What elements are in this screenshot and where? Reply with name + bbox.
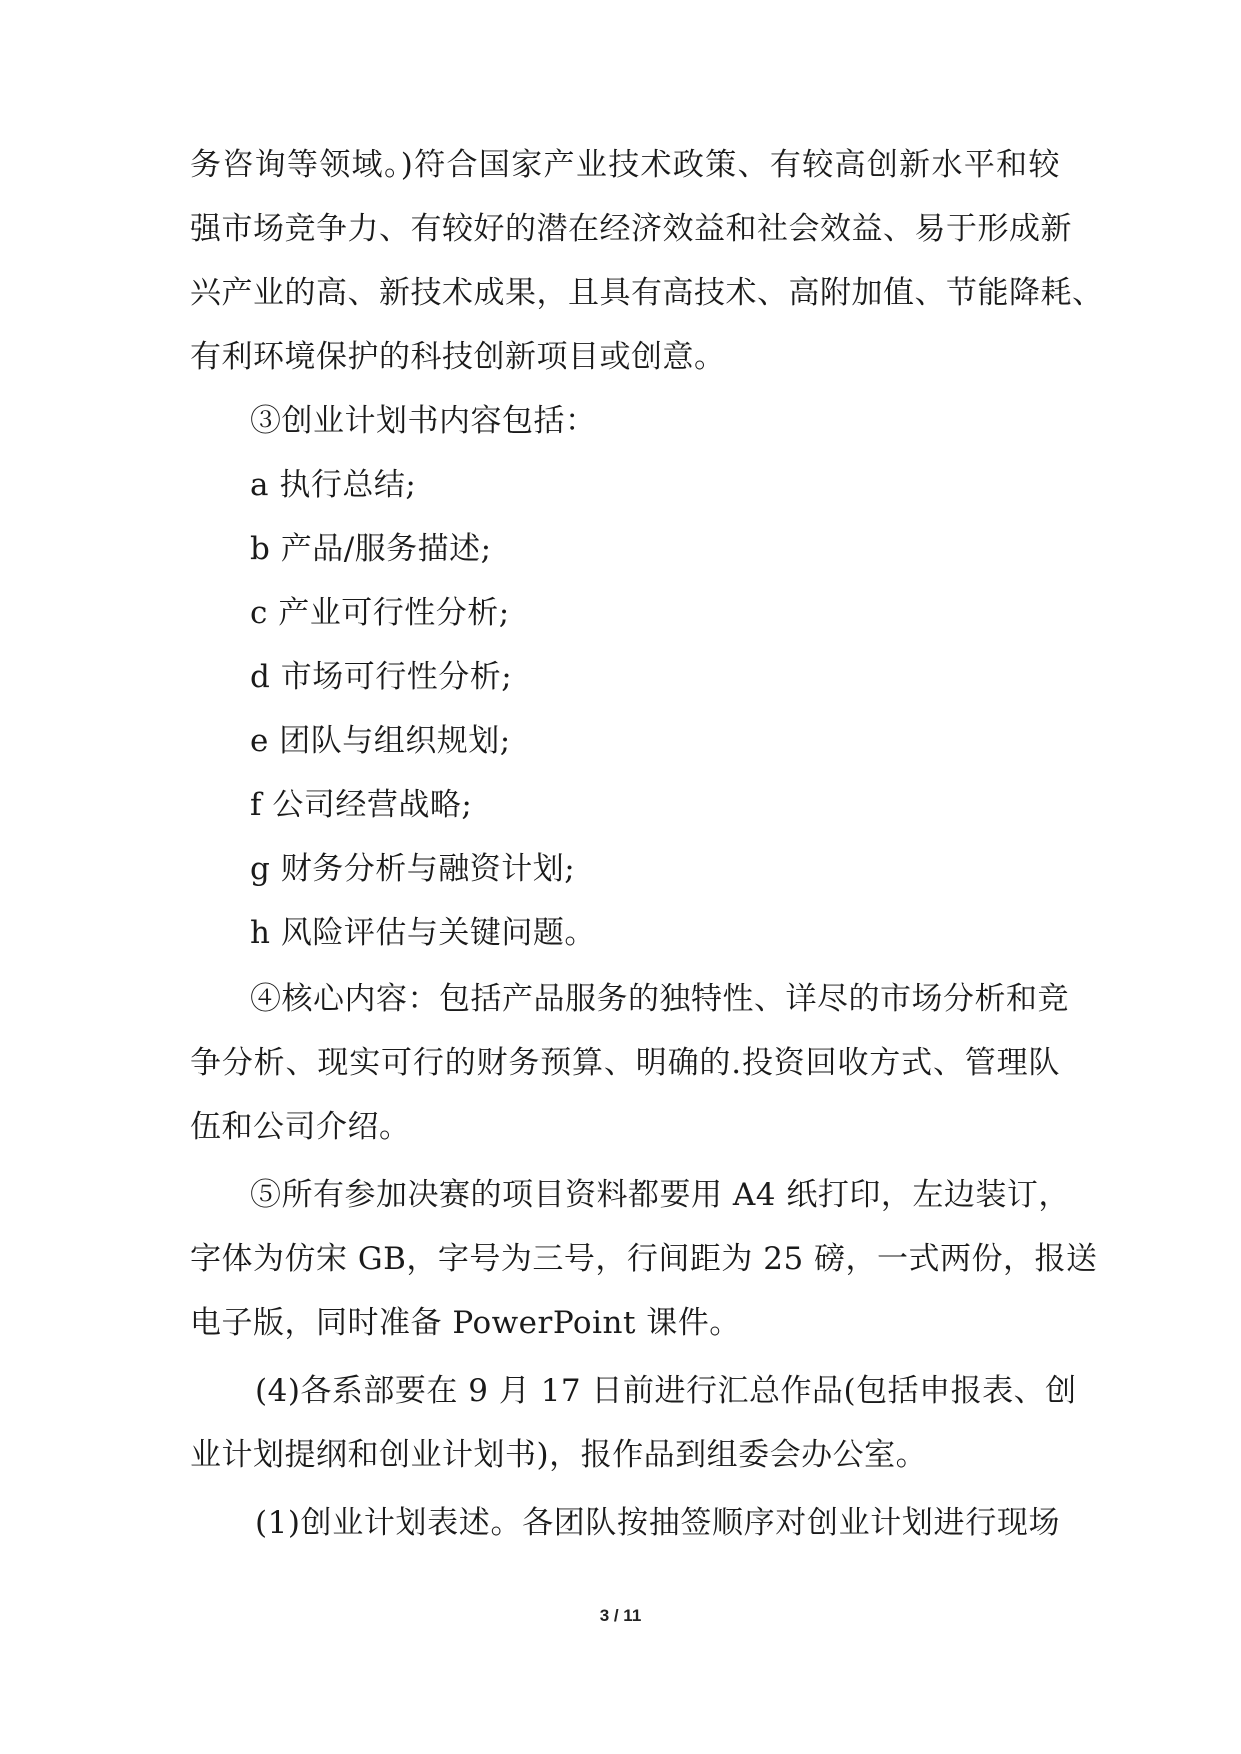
paragraph-line: ⑤所有参加决赛的项目资料都要用 A4 纸打印，左边装订， bbox=[250, 1177, 1070, 1213]
paragraph-line: 争分析、现实可行的财务预算、明确的.投资回收方式、管理队 bbox=[190, 1045, 1060, 1081]
list-item: g 财务分析与融资计划; bbox=[250, 851, 576, 887]
page-number: 3 / 11 bbox=[599, 1606, 642, 1625]
paragraph-line: 强市场竞争力、有较好的潜在经济效益和社会效益、易于形成新 bbox=[190, 211, 1072, 247]
paragraph-line: 字体为仿宋 GB，字号为三号，行间距为 25 磅，一式两份，报送 bbox=[190, 1241, 1098, 1277]
list-item: f 公司经营战略; bbox=[250, 787, 473, 823]
list-item: a 执行总结; bbox=[250, 467, 417, 503]
list-item: d 市场可行性分析; bbox=[250, 659, 513, 695]
paragraph-line: 业计划提纲和创业计划书)，报作品到组委会办公室。 bbox=[190, 1437, 928, 1473]
list-item: e 团队与组织规划; bbox=[250, 723, 511, 759]
paragraph-line: ④核心内容：包括产品服务的独特性、详尽的市场分析和竞 bbox=[250, 981, 1069, 1017]
list-item: c 产业可行性分析; bbox=[250, 595, 510, 631]
list-item: b 产品/服务描述; bbox=[250, 531, 492, 567]
paragraph-line: 务咨询等领域。)符合国家产业技术政策、有较高创新水平和较 bbox=[190, 147, 1060, 183]
paragraph-line: 有利环境保护的科技创新项目或创意。 bbox=[190, 339, 726, 375]
paragraph-line: (1)创业计划表述。各团队按抽签顺序对创业计划进行现场 bbox=[255, 1505, 1060, 1541]
list-item: h 风险评估与关键问题。 bbox=[250, 915, 596, 951]
paragraph-line: 电子版，同时准备 PowerPoint 课件。 bbox=[190, 1305, 741, 1341]
paragraph-line: 兴产业的高、新技术成果，且具有高技术、高附加值、节能降耗、 bbox=[190, 275, 1104, 311]
paragraph-line: 伍和公司介绍。 bbox=[190, 1109, 411, 1145]
paragraph-line: (4)各系部要在 9 月 17 日前进行汇总作品(包括申报表、创 bbox=[255, 1373, 1077, 1409]
section-heading: ③创业计划书内容包括： bbox=[250, 403, 597, 439]
